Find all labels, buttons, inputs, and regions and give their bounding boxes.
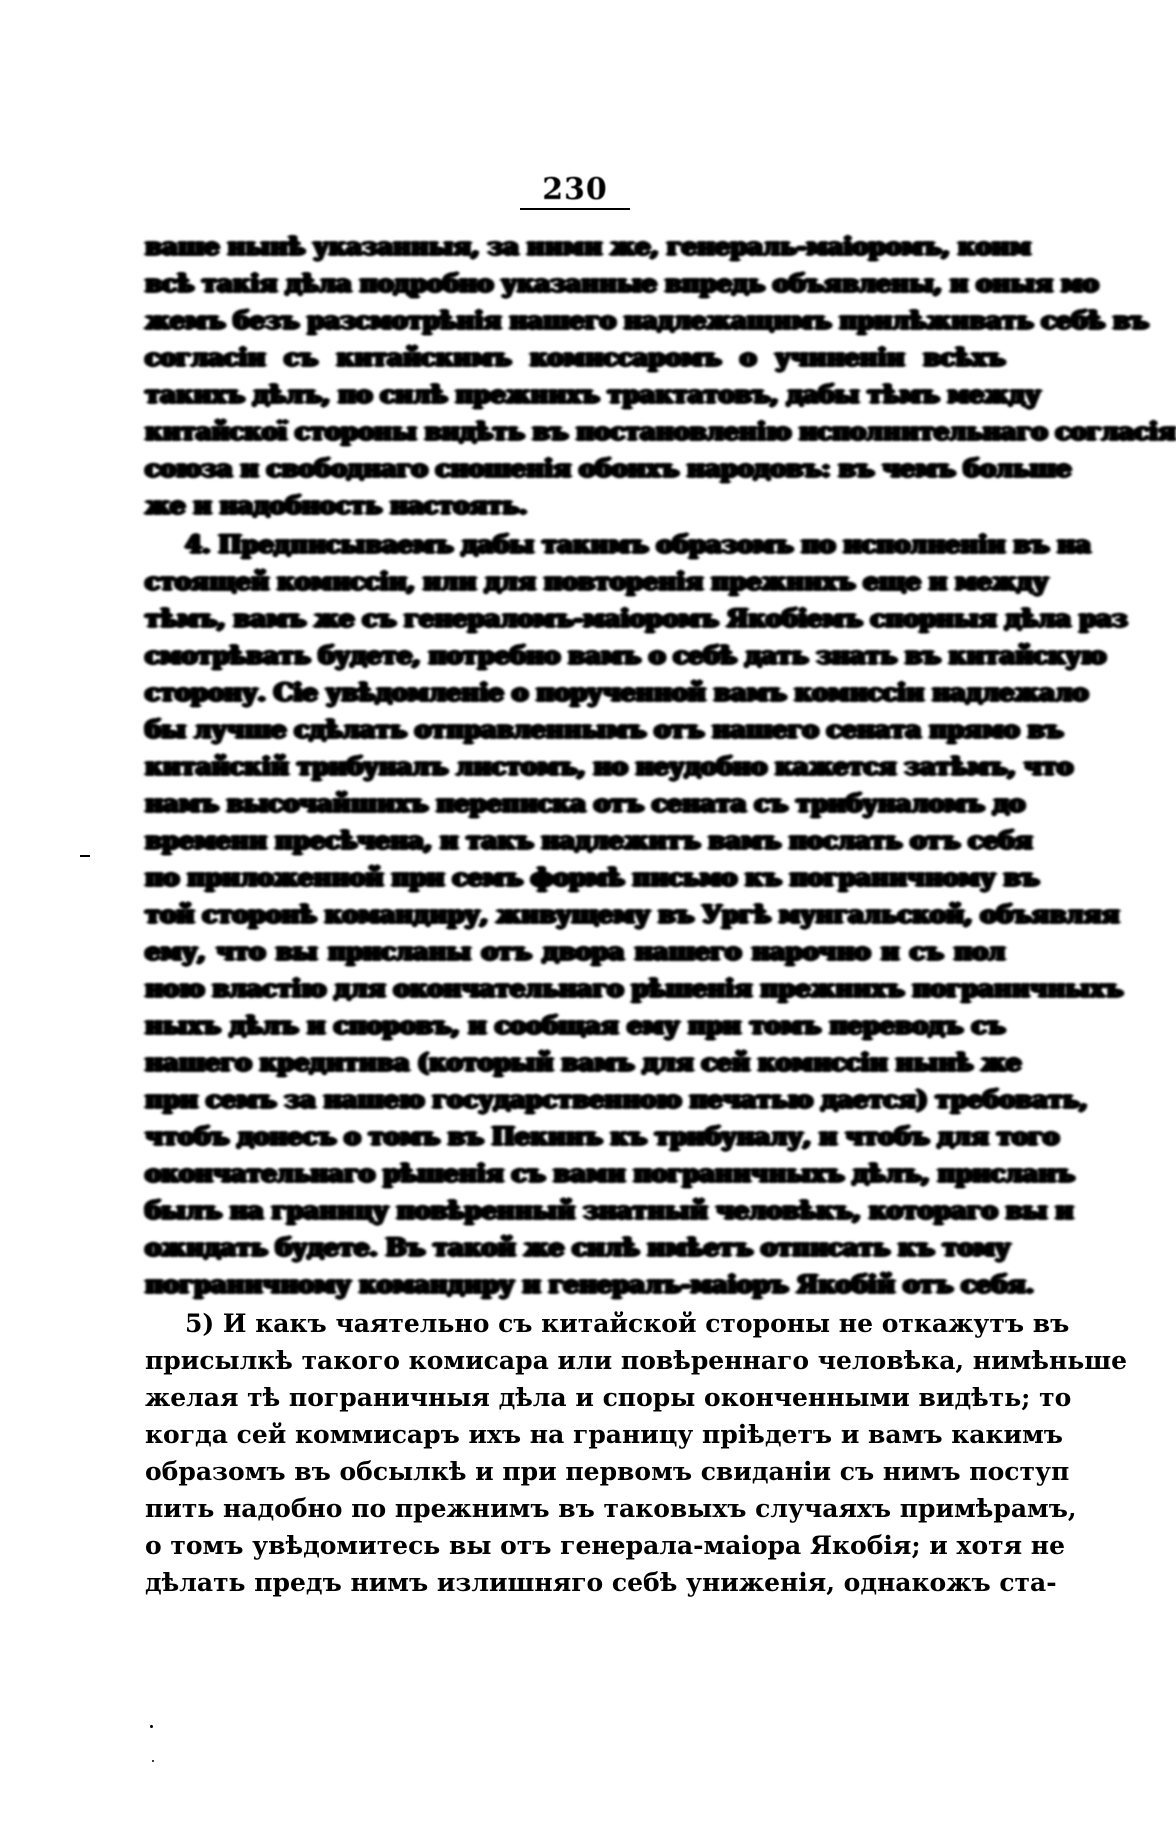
text-line: 5) И какъ чаятельно съ китайской стороны не откажутъ въ [185, 1309, 1070, 1338]
text-line: стоящей комиссіи, или для повторенія прежнихъ еще и между [145, 567, 1049, 596]
text-line: времени пресѣчена, и такъ надлежитъ вамъ послать отъ себя [145, 826, 1033, 855]
text-line: бы лучше сдѣлать отправленнымъ отъ нашего сената прямо въ [145, 715, 1064, 744]
text-line: дѣлать предъ нимъ излишняго себѣ униженія, однакожъ ста- [145, 1568, 1057, 1597]
text-line: окончательнаго рѣшенія съ вами пограничныхъ дѣлъ, присланъ [145, 1159, 1075, 1188]
text-line: о томъ увѣдомитесь вы отъ генерала-маіора Якобія; и хотя не [145, 1531, 1065, 1560]
text-line: пограничному командиру и генералъ-маіоръ Якобій отъ себя. [145, 1270, 1034, 1299]
text-line: образомъ въ обсылкѣ и при первомъ свиданіи съ нимъ поступ [145, 1457, 1070, 1486]
header-rule [520, 208, 630, 210]
text-line: той сторонѣ командиру, живущему въ Ургѣ мунгальской, объявляя [145, 900, 1120, 929]
text-line: союза и свободнаго сношенія обоихъ народовъ: въ чемъ больше [145, 454, 1072, 483]
margin-mark [80, 855, 90, 857]
text-line: ожидать будете. Въ такой же силѣ имѣетъ отписать къ тому [145, 1233, 1011, 1262]
text-line: ему, что вы присланы отъ двора нашего нарочно и съ пол [145, 937, 1005, 966]
text-line: такихъ дѣлъ, по силѣ прежнихъ трактатовъ, дабы тѣмъ между [145, 380, 1041, 409]
text-line: сторону. Сіе увѣдомленіе о порученной вамъ комиссіи надлежало [145, 678, 1089, 707]
body-text [145, 228, 1176, 1601]
text-line: смотрѣвать будете, потребно вамъ о себѣ дать знать въ китайскую [145, 641, 1106, 670]
text-line: по приложенной при семъ формѣ письмо къ пограничному въ [145, 863, 1040, 892]
text-line: китайскої стороны видѣть въ постановленію исполнительнаго согласія [145, 417, 1176, 446]
text-line: ваше нынѣ указанныя, за ними же, генераль-маіоромъ, коим [145, 232, 1031, 261]
ink-speck [150, 1725, 153, 1728]
text-line: пить надобно по прежнимъ въ таковыхъ случаяхъ примѣрамъ, [145, 1494, 1077, 1523]
text-line: былъ на границу повѣренный знатный человѣкъ, котораго вы и [145, 1196, 1074, 1225]
text-line: нашего кредитива (который вамъ для сей комиссіи нынѣ же [145, 1048, 1022, 1077]
page-number: 230 [542, 172, 608, 207]
text-line: китайскій трибуналъ листомъ, но неудобно кажется затѣмъ, что [145, 752, 1073, 781]
text-line: намъ высочайшихъ переписка отъ сената съ трибуналомъ до [145, 789, 1025, 818]
ink-speck [152, 1760, 154, 1762]
text-line: всѣ такія дѣла подробно указанные впредь объявлены, и оныя мо [145, 269, 1099, 298]
text-line: ныхъ дѣлъ и споровъ, и сообщая ему при томъ переводъ съ [145, 1011, 1005, 1040]
text-line: тѣмъ, вамъ же съ генераломъ-маіоромъ Якобіемъ спорныя дѣла раз [145, 604, 1128, 633]
paragraph-3-continuation [145, 228, 1176, 524]
text-line: присылкѣ такого комисара или повѣреннаго человѣка, нимѣньше [145, 1346, 1127, 1375]
text-line: желая тѣ пограничныя дѣла и споры оконченными видѣть; то [145, 1383, 1072, 1412]
text-line: 4. Предписываемъ дабы такимъ образомъ по исполненіи въ на [185, 530, 1091, 559]
text-line: ною властію для окончательнаго рѣшенія прежнихъ пограничныхъ [145, 974, 1123, 1003]
text-line: согласіи съ китайскимъ комиссаромъ о учиненіи всѣхъ [145, 343, 1005, 372]
text-line: чтобъ донесъ о томъ въ Пекинъ къ трибуналу, и чтобъ для того [145, 1122, 1059, 1151]
text-line: когда сей коммисаръ ихъ на границу пріѣдетъ и вамъ какимъ [145, 1420, 1063, 1449]
paragraph-5 [145, 1305, 1127, 1601]
text-line: при семъ за нашею государственною печатью дается) требовать, [145, 1085, 1088, 1114]
text-line: же и надобность настоять. [145, 491, 527, 520]
paragraph-4 [145, 526, 1128, 1303]
text-line: жемъ безъ разсмотрѣнія нашего надлежащимъ прилѣживать себѣ въ [145, 306, 1149, 335]
